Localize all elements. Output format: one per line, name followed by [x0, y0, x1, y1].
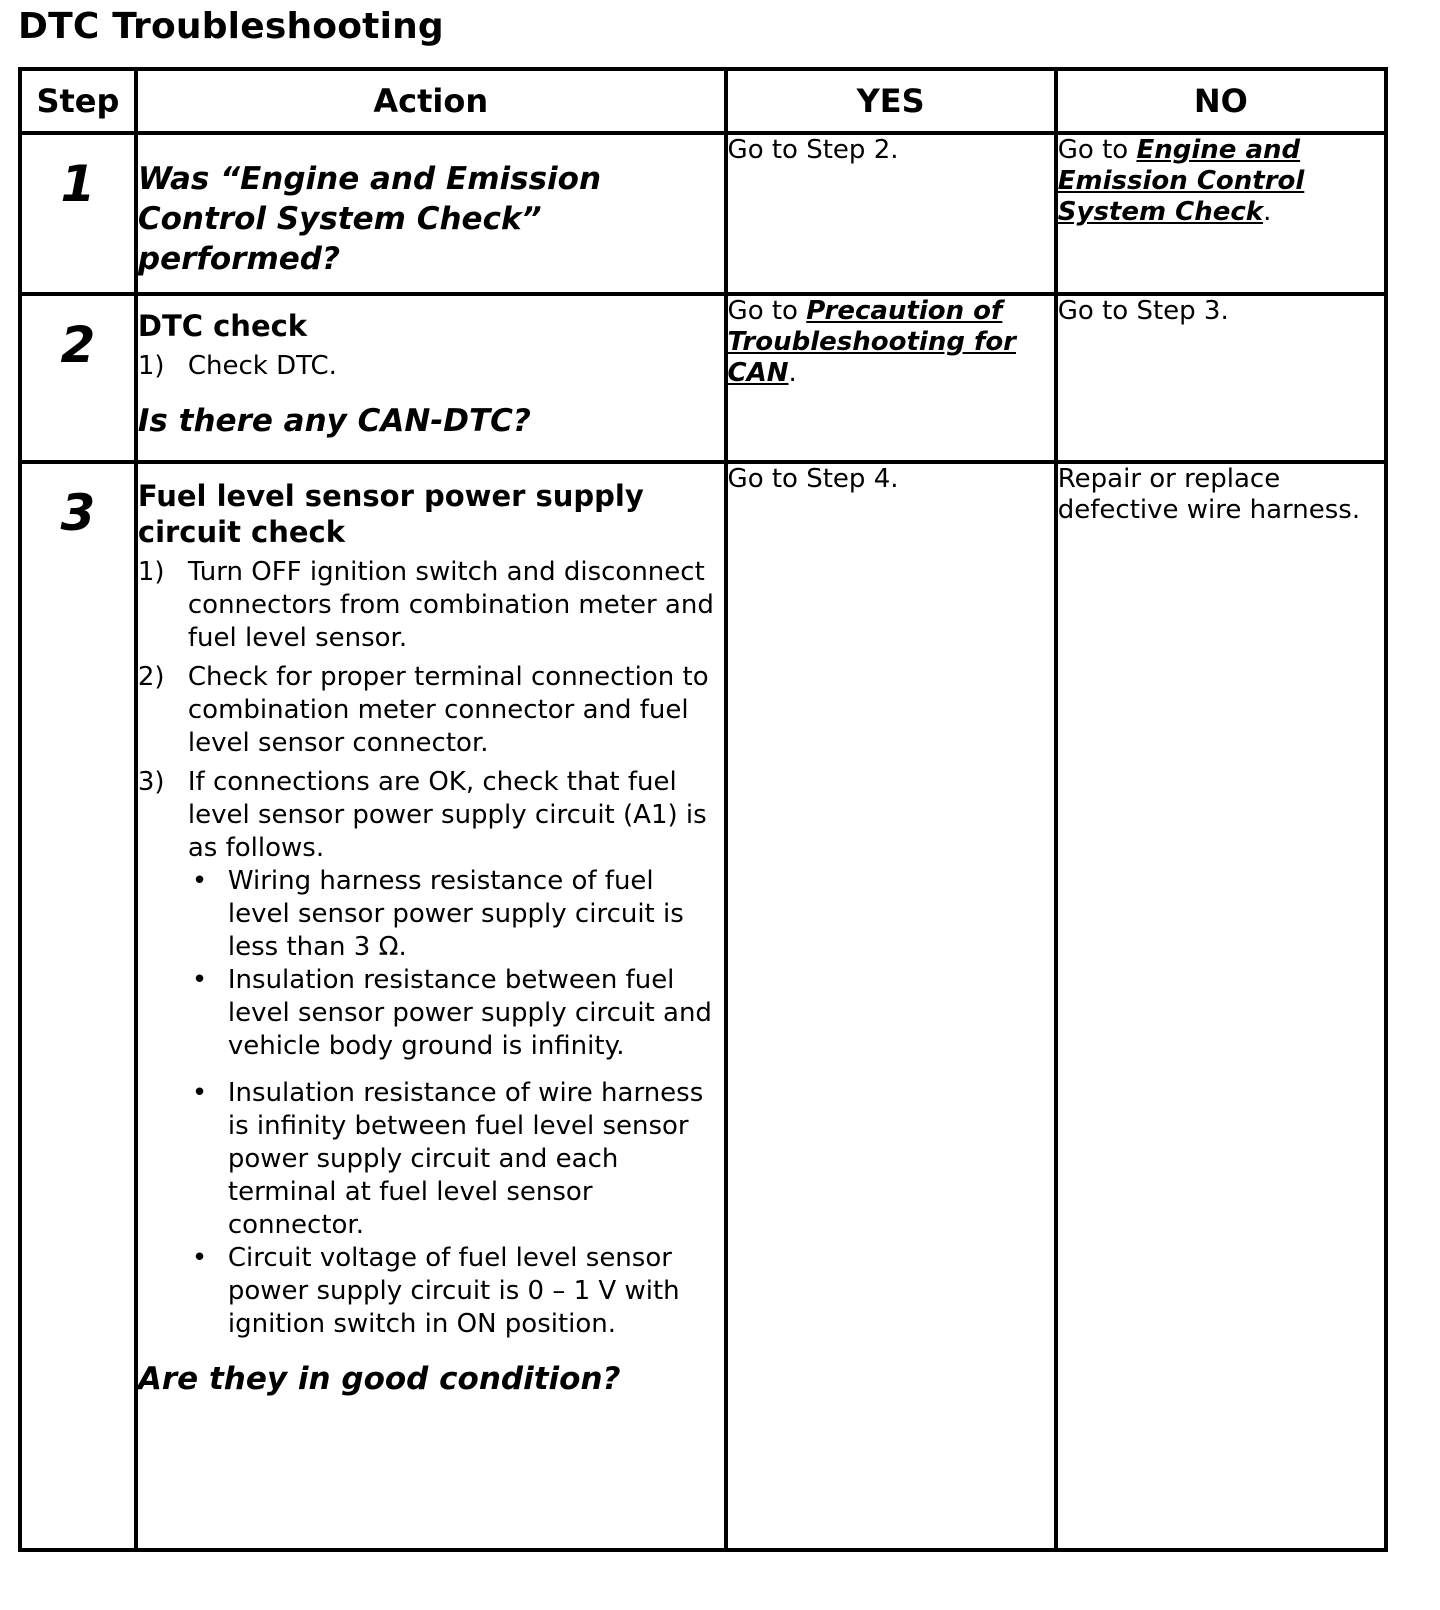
yes-prefix: Go to [727, 296, 807, 326]
bullet-text: Insulation resistance of wire harness is infinity between fuel level sensor power supply circuit and each terminal at fuel level sensor connector. [227, 1078, 704, 1240]
header-step: Step [20, 69, 136, 133]
table-row [20, 294, 1386, 462]
bullet-icon: • [191, 965, 208, 995]
step-cell [20, 294, 136, 462]
step-cell [20, 133, 136, 294]
table-header-row [20, 69, 1386, 133]
bullet-icon: • [191, 1078, 208, 1108]
yes-cell [726, 462, 1056, 1550]
no-cell [1056, 133, 1386, 294]
header-no: NO [1056, 69, 1386, 133]
step-cell [20, 462, 136, 1550]
table-row [20, 462, 1386, 1550]
step-question: Was “Engine and Emission Control System Check” performed? [137, 161, 602, 277]
section-heading: Fuel level sensor power supply circuit check [137, 479, 644, 549]
item-number: 2) [137, 662, 165, 692]
no-prefix: Go to [1057, 135, 1137, 165]
item-text: Check for proper terminal connection to combination meter connector and fuel level sensor connector. [187, 662, 709, 758]
bullet-text: Wiring harness resistance of fuel level sensor power supply circuit is less than 3 Ω. [227, 866, 684, 962]
no-suffix: . [1263, 197, 1272, 227]
item-text: If connections are OK, check that fuel level sensor power supply circuit (A1) is as follows. [187, 767, 707, 863]
item-number: 1) [137, 557, 165, 587]
step-question: Is there any CAN-DTC? [137, 403, 531, 439]
item-text: Check DTC. [187, 351, 337, 381]
bullet-item [188, 964, 724, 1063]
step-question: Are they in good condition? [137, 1361, 621, 1397]
no-text: Repair or replace defective wire harness. [1057, 464, 1361, 525]
list-item [138, 766, 724, 865]
list-item [138, 556, 724, 655]
step-number: 2 [60, 316, 96, 374]
page-title: DTC Troubleshooting [18, 6, 444, 47]
step-number: 1 [60, 155, 96, 213]
list-item [138, 350, 724, 383]
action-cell [136, 462, 726, 1550]
bullet-icon: • [191, 866, 208, 896]
bullet-text: Circuit voltage of fuel level sensor power supply circuit is 0 – 1 V with ignition switch in ON position. [227, 1243, 680, 1339]
item-number: 3) [137, 767, 165, 797]
item-number: 1) [137, 351, 165, 381]
item-text: Turn OFF ignition switch and disconnect connectors from combination meter and fuel level sensor. [187, 557, 714, 653]
step-number: 3 [60, 484, 96, 542]
action-cell [136, 294, 726, 462]
precaution-can-link[interactable]: Precaution of Troubleshooting for CAN [727, 296, 1016, 388]
header-action: Action [136, 69, 726, 133]
dtc-troubleshooting-table [18, 67, 1388, 1552]
yes-text: Go to Step 2. [727, 135, 899, 165]
action-cell [136, 133, 726, 294]
list-item [138, 661, 724, 760]
yes-suffix: . [788, 358, 797, 388]
bullet-item [188, 1242, 724, 1341]
bullet-text: Insulation resistance between fuel level sensor power supply circuit and vehicle body ground is infinity. [227, 965, 712, 1061]
engine-emission-check-link[interactable]: Engine and Emission Control System Check [1057, 135, 1305, 227]
bullet-icon: • [191, 1243, 208, 1273]
no-cell [1056, 294, 1386, 462]
table-row [20, 133, 1386, 294]
bullet-item [188, 1077, 724, 1242]
header-yes: YES [726, 69, 1056, 133]
section-heading: DTC check [137, 309, 308, 343]
no-text: Go to Step 3. [1057, 296, 1229, 326]
yes-text: Go to Step 4. [727, 464, 899, 494]
bullet-item [188, 865, 724, 964]
yes-cell [726, 294, 1056, 462]
no-cell [1056, 462, 1386, 1550]
yes-cell [726, 133, 1056, 294]
